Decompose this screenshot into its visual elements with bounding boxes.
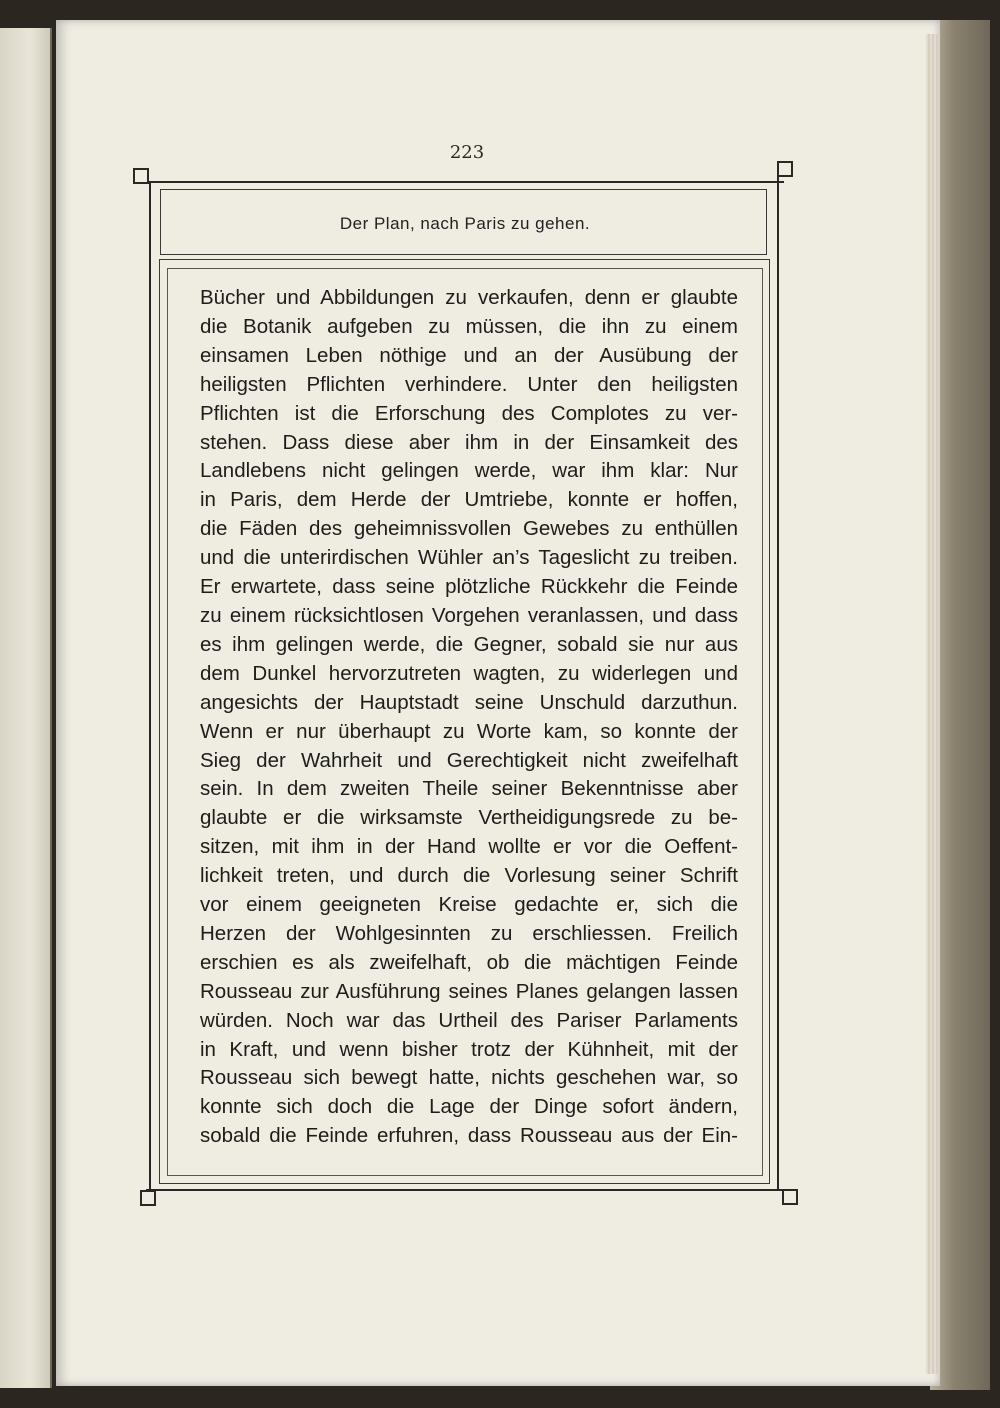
frame-top-line bbox=[146, 181, 784, 183]
text-line: Landlebens nicht gelingen werde, war ihm klar: Nur bbox=[200, 459, 738, 483]
text-line: sein. In dem zweiten Theile seiner Bekenntnisse aber bbox=[200, 777, 738, 801]
corner-ornament-top-left bbox=[133, 168, 149, 184]
text-line: dem Dunkel hervorzutreten wagten, zu widerlegen und bbox=[200, 661, 738, 685]
corner-ornament-bottom-left bbox=[140, 1190, 156, 1206]
frame-left-line bbox=[149, 183, 151, 1191]
text-line: sitzen, mit ihm in der Hand wollte er vor die Oeffent- bbox=[200, 835, 738, 859]
text-line: würden. Noch war das Urtheil des Pariser Parlaments bbox=[200, 1008, 738, 1032]
corner-ornament-bottom-right bbox=[782, 1189, 798, 1205]
text-line: konnte sich doch die Lage der Dinge sofort ändern, bbox=[200, 1095, 738, 1119]
text-line: Herzen der Wohlgesinnten zu erschliessen. Freilich bbox=[200, 921, 738, 945]
page-number: 223 bbox=[449, 142, 485, 163]
corner-ornament-top-right bbox=[777, 161, 793, 177]
text-line: angesichts der Hauptstadt seine Unschuld darzuthun. bbox=[200, 690, 738, 714]
text-line: lichkeit treten, und durch die Vorlesung seiner Schrift bbox=[200, 864, 738, 888]
text-line: vor einem geeigneten Kreise gedachte er, sich die bbox=[200, 893, 738, 917]
text-line: Rousseau zur Ausführung seines Planes gelangen lassen bbox=[200, 979, 738, 1003]
text-line: es ihm gelingen werde, die Gegner, sobald sie nur aus bbox=[200, 632, 738, 656]
text-line: zu einem rücksichtlosen Vorgehen veranlassen, und dass bbox=[200, 603, 738, 627]
text-line: glaubte er die wirksamste Vertheidigungsrede zu be- bbox=[200, 806, 738, 830]
text-line: in Paris, dem Herde der Umtriebe, konnte er hoffen, bbox=[200, 488, 738, 512]
text-line: stehen. Dass diese aber ihm in der Einsamkeit des bbox=[200, 430, 738, 454]
text-line: die Fäden des geheimnissvollen Gewebes zu enthüllen bbox=[200, 517, 738, 541]
text-line: Er erwartete, dass seine plötzliche Rückkehr die Feinde bbox=[200, 575, 738, 599]
frame-right-line bbox=[777, 176, 779, 1191]
text-line: Wenn er nur überhaupt zu Worte kam, so konnte der bbox=[200, 719, 738, 743]
page-edges bbox=[926, 34, 938, 1374]
body-text bbox=[200, 284, 738, 1151]
text-line: Pflichten ist die Erforschung des Complotes zu ver- bbox=[200, 401, 738, 425]
text-line: heiligsten Pflichten verhindere. Unter den heiligsten bbox=[200, 372, 738, 396]
text-line: die Botanik aufgeben zu müssen, die ihn zu einem bbox=[200, 314, 738, 338]
running-title: Der Plan, nach Paris zu gehen. bbox=[339, 214, 591, 233]
text-line: in Kraft, und wenn bisher trotz der Kühnheit, mit der bbox=[200, 1037, 738, 1061]
frame-bottom-line bbox=[146, 1189, 784, 1191]
facing-page-edge bbox=[0, 28, 52, 1388]
text-line: Bücher und Abbildungen zu verkaufen, denn er glaubte bbox=[200, 286, 738, 309]
text-line: Rousseau sich bewegt hatte, nichts geschehen war, so bbox=[200, 1066, 738, 1090]
text-line: und die unterirdischen Wühler an’s Tageslicht zu treiben. bbox=[200, 546, 738, 570]
text-line: einsamen Leben nöthige und an der Ausübung der bbox=[200, 343, 738, 367]
text-line: sobald die Feinde erfuhren, dass Rousseau aus der Ein- bbox=[200, 1124, 738, 1148]
text-line: erschien es als zweifelhaft, ob die mächtigen Feinde bbox=[200, 950, 738, 974]
text-line: Sieg der Wahrheit und Gerechtigkeit nicht zweifelhaft bbox=[200, 748, 738, 772]
